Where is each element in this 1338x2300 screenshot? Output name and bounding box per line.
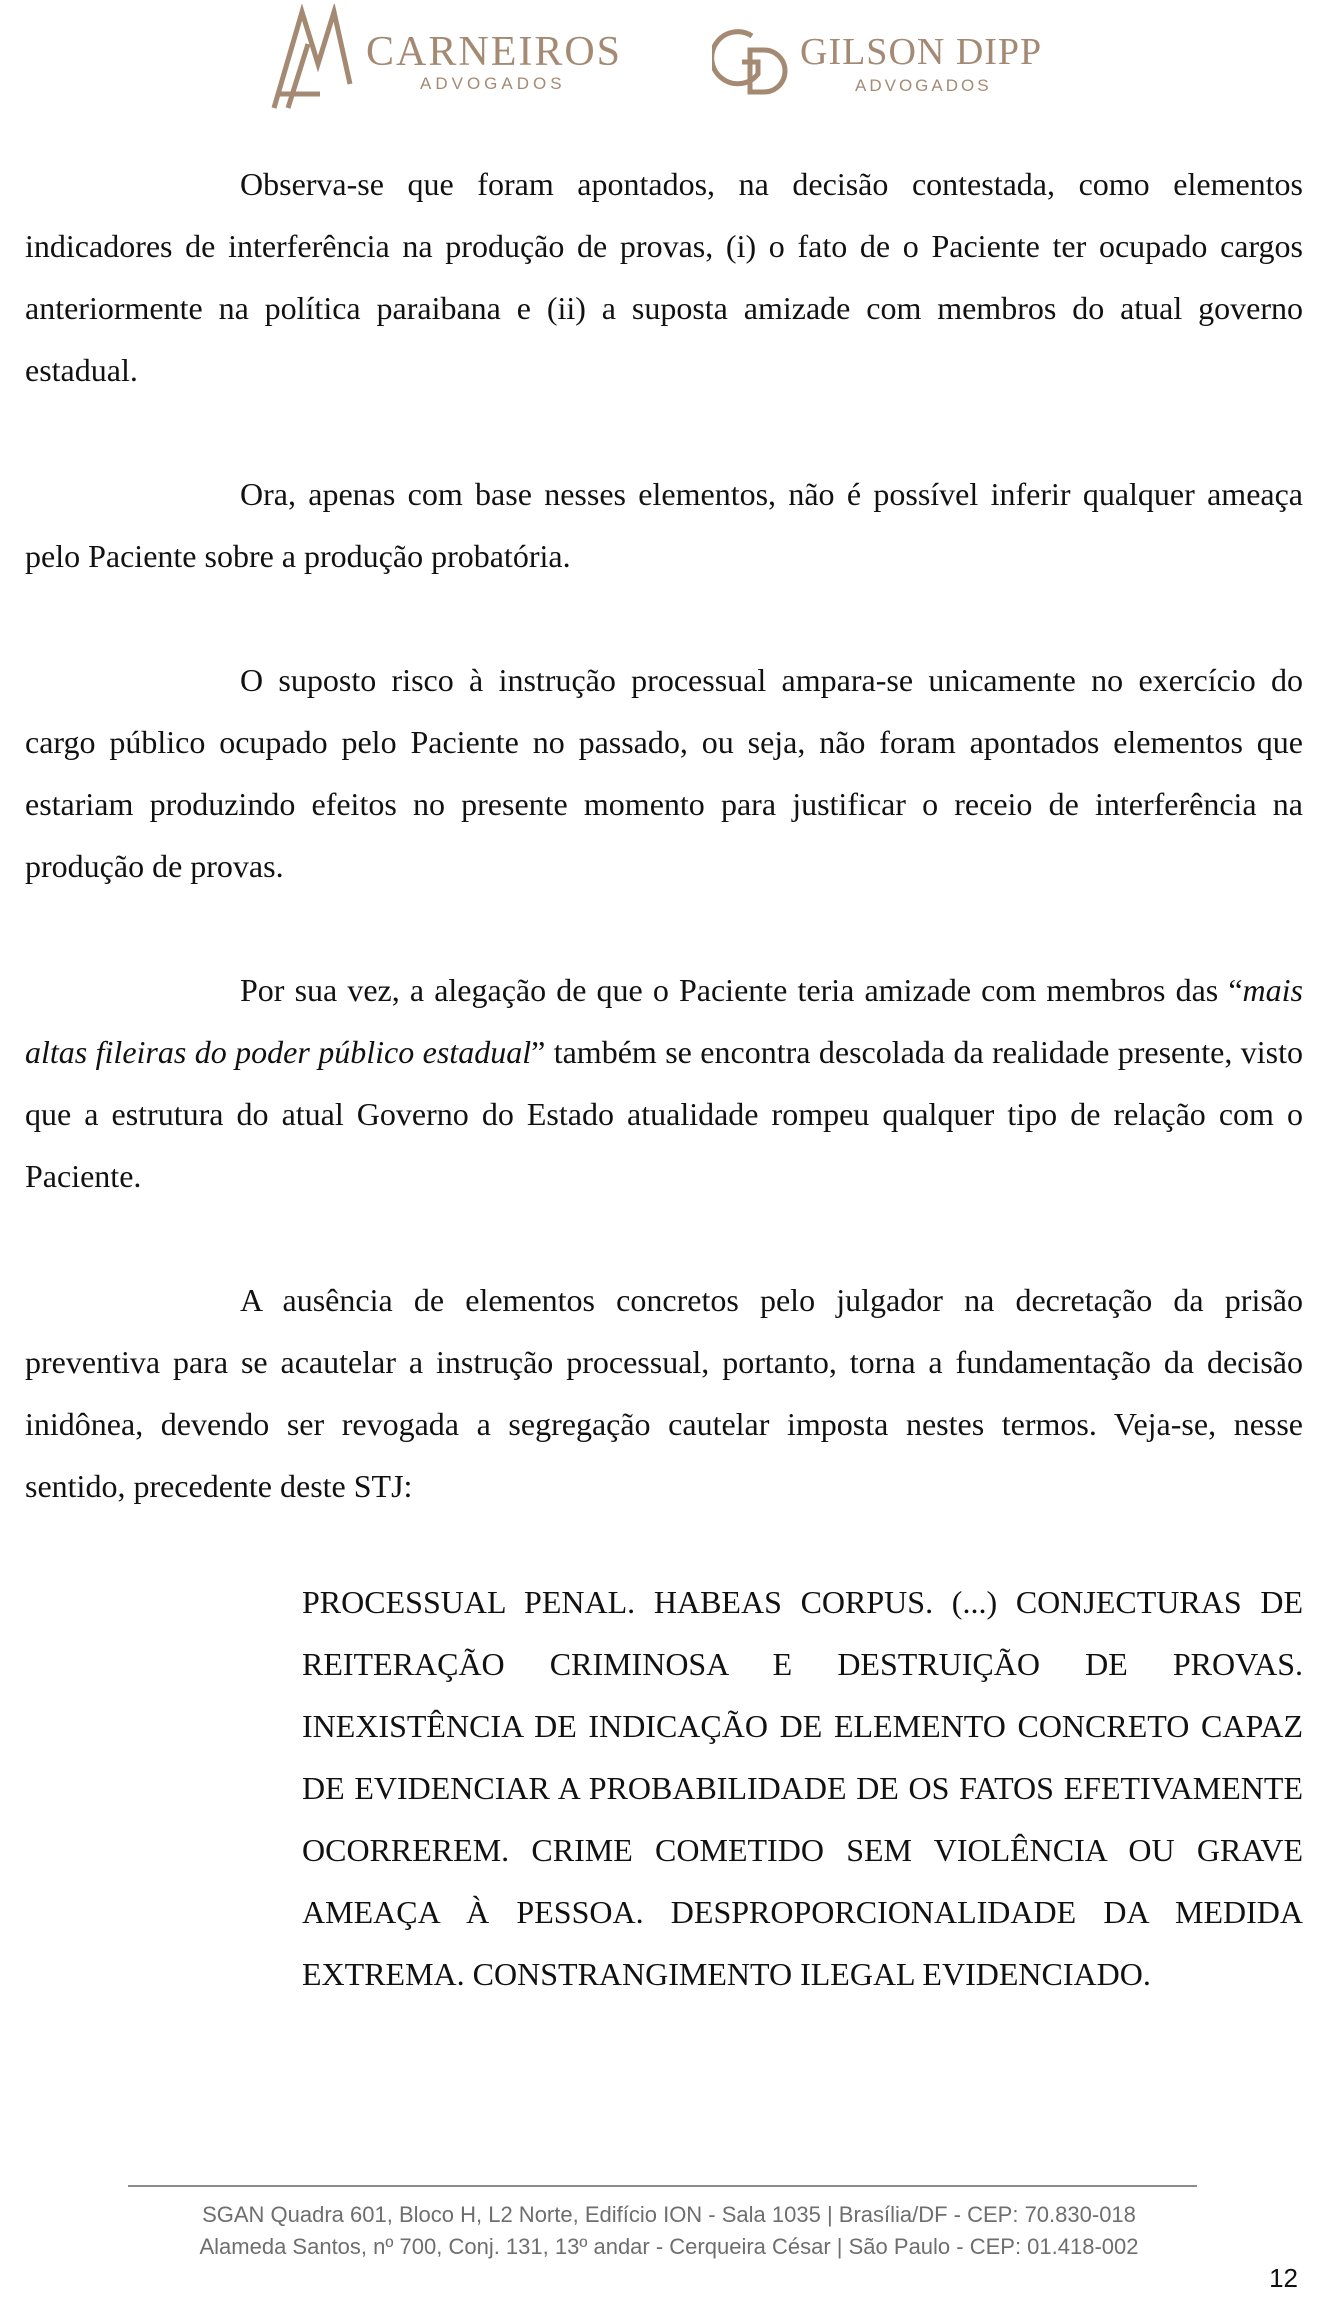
- gd-monogram-icon: [712, 28, 792, 96]
- paragraph-5: A ausência de elementos concretos pelo julgador na decretação da prisão preventiva para se acautelar a instrução processual, portanto, torna a fundamentação da decisão inidônea, devendo ser revogada a segregação cautelar imposta nestes termos. Veja-se, nesse sentido, precedente deste STJ:: [25, 1282, 1303, 1504]
- paragraph-1: Observa-se que foram apontados, na decisão contestada, como elementos indicadores de interferência na produção de provas, (i) o fato de o Paciente ter ocupado cargos anteriormente na política paraibana e (ii) a suposta amizade com membros do atual governo estadual.: [25, 166, 1303, 388]
- firm2-name: GILSON DIPP: [800, 31, 1043, 73]
- footer-address-brasilia: SGAN Quadra 601, Bloco H, L2 Norte, Edifício ION - Sala 1035 | Brasília/DF - CEP: 70.830-018: [202, 2202, 1136, 2227]
- document-body: [25, 153, 1303, 2005]
- paragraph-4: [25, 959, 1303, 1207]
- firm1-subtitle: ADVOGADOS: [420, 74, 566, 93]
- footer-divider: [128, 2185, 1197, 2187]
- footer-address-sao-paulo: Alameda Santos, nº 700, Conj. 131, 13º andar - Cerqueira César | São Paulo - CEP: 01.418-002: [199, 2234, 1139, 2259]
- paragraph-3: O suposto risco à instrução processual ampara-se unicamente no exercício do cargo público ocupado pelo Paciente no passado, ou seja, não foram apontados elementos que estariam produzindo efeitos no presente momento para justificar o receio de interferência na produção de provas.: [25, 662, 1303, 884]
- page-number: 12: [1269, 2263, 1298, 2293]
- paragraph-4-text-before: Por sua vez, a alegação de que o Paciente teria amizade com membros das “: [240, 972, 1243, 1008]
- carneiros-monogram-icon: [268, 4, 368, 112]
- paragraph-2: Ora, apenas com base nesses elementos, não é possível inferir qualquer ameaça pelo Paciente sobre a produção probatória.: [25, 476, 1303, 574]
- paragraph-4-text-after: ” também se encontra descolada da realidade presente, visto que a estrutura do atual Governo do Estado atualidade rompeu qualquer tipo de relação com o Paciente.: [25, 1034, 1304, 1194]
- paragraph-4-quoted-phrase: mais altas fileiras do poder público estadual: [25, 972, 1303, 1070]
- firm1-name: CARNEIROS: [366, 29, 623, 75]
- firm2-subtitle: ADVOGADOS: [855, 76, 992, 95]
- letterhead: [0, 0, 1338, 120]
- precedent-quote: PROCESSUAL PENAL. HABEAS CORPUS. (...) CONJECTURAS DE REITERAÇÃO CRIMINOSA E DESTRUIÇÃO DE PROVAS. INEXISTÊNCIA DE INDICAÇÃO DE ELEMENTO CONCRETO CAPAZ DE EVIDENCIAR A PROBABILIDADE DE OS FATOS EFETIVAMENTE OCORREREM. CRIME COMETIDO SEM VIOLÊNCIA OU GRAVE AMEAÇA À PESSOA. DESPROPORCIONALIDADE DA MEDIDA EXTREMA. CONSTRANGIMENTO ILEGAL EVIDENCIADO.: [302, 1584, 1303, 1992]
